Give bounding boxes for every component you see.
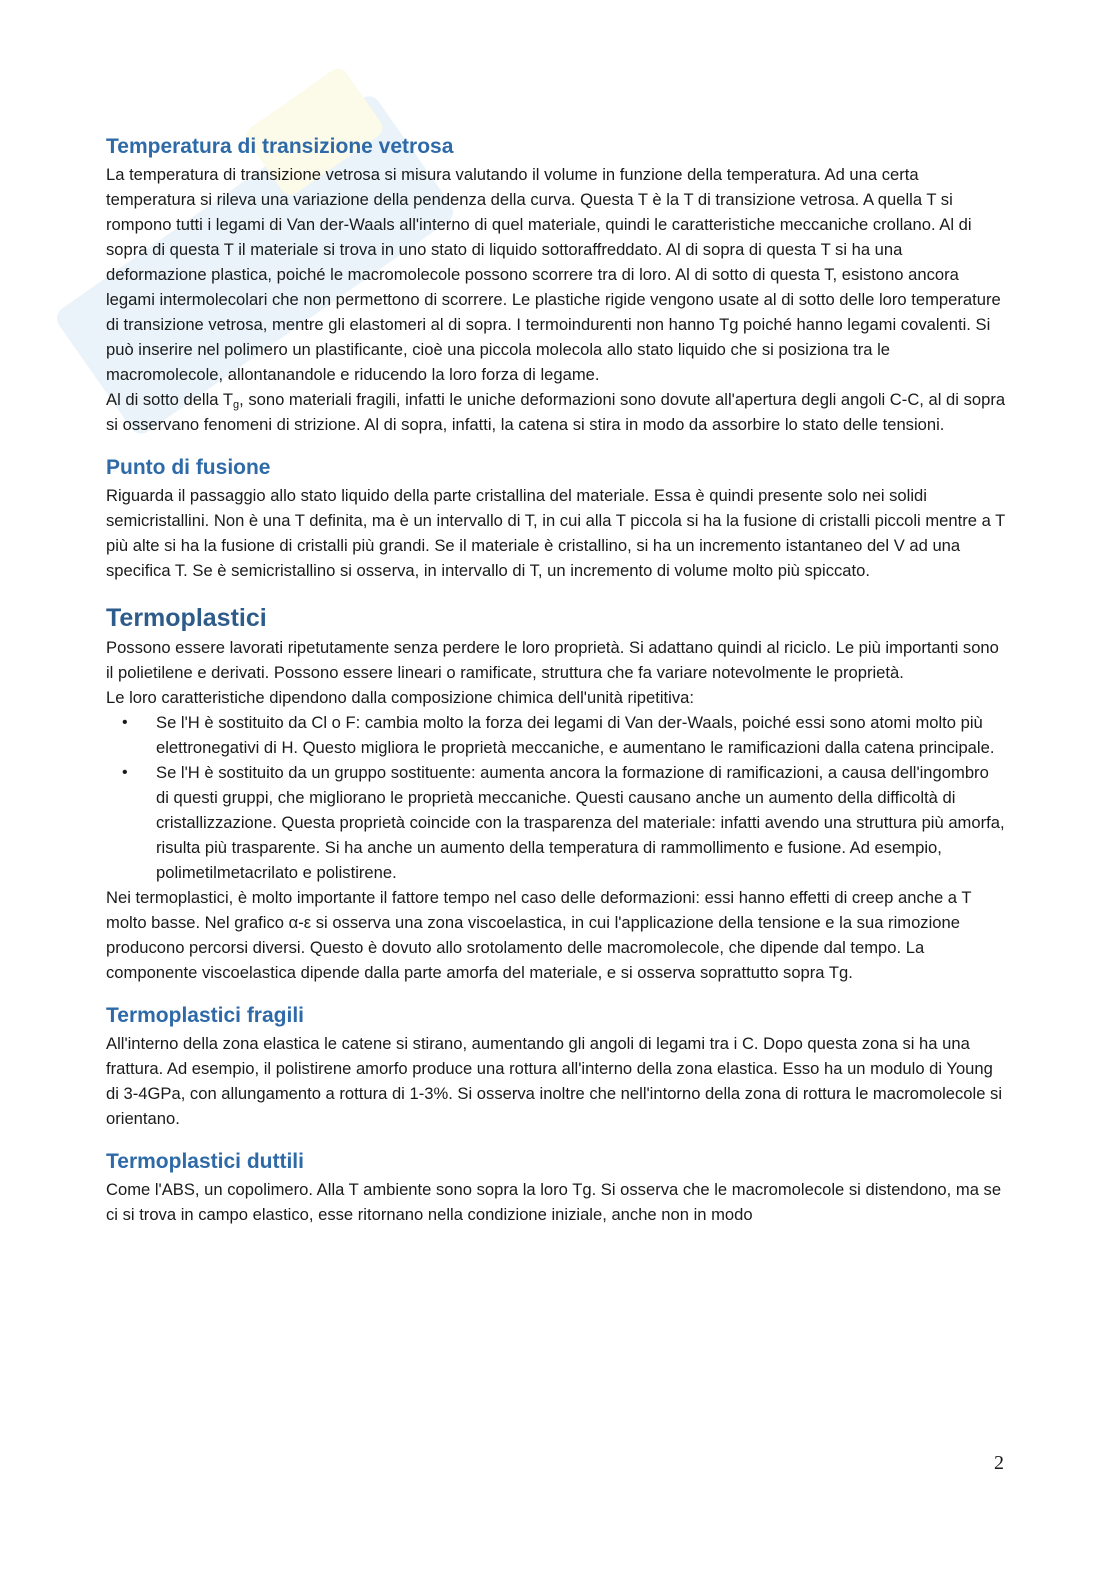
paragraph-thermoplastics-2: Le loro caratteristiche dipendono dalla composizione chimica dell'unità ripetitiva: — [106, 688, 694, 707]
paragraph-tg-1: La temperatura di transizione vetrosa si misura valutando il volume in funzione della temperatura. Ad una certa temperatura si rileva una variazione della pendenza della curva. Questa T è la T di transizione vetrosa. A quella T si rompono tutti i legami di Van der-Waals all'interno di quel materiale, quindi le caratteristiche meccaniche crollano. Al di sopra di questa T il materiale si trova in uno stato di liquido sottoraffreddato. Al di sopra di questa T si ha una deformazione plastica, poiché le macromolecole possono scorrere tra di loro. Al di sotto di questa T, esistono ancora legami intermolecolari che non permettono di scorrere. Le plastiche rigide vengono usate al di sotto delle loro temperature di transizione vetrosa, mentre gli elastomeri al di sopra. I termoindurenti non hanno Tg poiché hanno legami covalenti. Si può inserire nel polimero un plastificante, cioè una piccola molecola allo stato liquido che si posiziona tra le macromolecole, allontanandole e riducendo la loro forza di legame. — [106, 165, 1001, 384]
paragraph-ductile: Come l'ABS, un copolimero. Alla T ambiente sono sopra la loro Tg. Si osserva che le macromolecole si distendono, ma se ci si trova in campo elastico, esse ritornano nella condizione iniziale, anche non in modo — [106, 1180, 1002, 1224]
heading-thermoplastics: Termoplastici — [106, 604, 267, 632]
document-body — [106, 132, 1006, 1227]
paragraph-fusion: Riguarda il passaggio allo stato liquido della parte cristallina del materiale. Essa è quindi presente solo nei solidi semicristallini. Non è una T definita, ma è un intervallo di T, in cui alla T piccola si ha la fusione di cristalli piccoli mentre a T più alte si ha la fusione di cristalli più grandi. Se il materiale è cristallino, si ha un incremento istantaneo del V ad una specifica T. Se è semicristallino si osserva, in intervallo di T, un incremento di volume molto più spiccato. — [106, 486, 1005, 580]
list-item: • Se l'H è sostituito da Cl o F: cambia molto la forza dei legami di Van der-Waals, poiché essi sono atomi molto più elettronegativi di H. Questo migliora le proprietà meccaniche, e aumentano le ramificazioni dalla catena principale. — [106, 710, 1006, 760]
paragraph-thermoplastics-3: Nei termoplastici, è molto importante il fattore tempo nel caso delle deformazioni: essi hanno effetti di creep anche a T molto basse. Nel grafico α-ε si osserva una zona viscoelastica, in cui l'applicazione della tensione e la sua rimozione producono percorsi diversi. Questo è dovuto allo srotolamento delle macromolecole, che dipende dal tempo. La componente viscoelastica dipende dalla parte amorfa del materiale, e si osserva soprattutto sopra Tg. — [106, 888, 972, 982]
paragraph-brittle: All'interno della zona elastica le catene si stirano, aumentando gli angoli di legami tra i C. Dopo questa zona si ha una frattura. Ad esempio, il polistirene amorfo produce una rottura all'interno della zona elastica. Esso ha un modulo di Young di 3-4GPa, con allungamento a rottura di 1-3%. Si osserva inoltre che nell'intorno della zona di rottura le macromolecole si orientano. — [106, 1034, 1003, 1128]
paragraph-thermoplastics-1: Possono essere lavorati ripetutamente senza perdere le loro proprietà. Si adattano quindi al riciclo. Le più importanti sono il polietilene e derivati. Possono essere lineari o ramificate, struttura che fa variare notevolmente le proprietà. — [106, 638, 999, 682]
list-item: • Se l'H è sostituito da un gruppo sostituente: aumenta ancora la formazione di ramificazioni, a causa dell'ingombro di questi gruppi, che migliorano le proprietà meccaniche. Questi causano anche un aumento della difficoltà di cristallizzazione. Questa proprietà coincide con la trasparenza del materiale: infatti avendo una struttura più amorfa, risulta più trasparente. Si ha anche un aumento della temperatura di rammollimento e fusione. Ad esempio, polimetilmetacrilato e polistirene. — [106, 760, 1006, 885]
heading-brittle-thermoplastics: Termoplastici fragili — [106, 1004, 304, 1027]
heading-ductile-thermoplastics: Termoplastici duttili — [106, 1150, 304, 1173]
page-number: 2 — [994, 1452, 1004, 1474]
bullet-list — [106, 710, 1006, 885]
paragraph-tg-2: Al di sotto della $T_g$, sono materiali fragili, infatti le uniche deformazioni sono dovute all'apertura degli angoli C-C, al di sopra si osservano fenomeni di strizione. Al di sopra, infatti, la catena si stira in modo da assorbire lo stato delle tensioni. — [106, 390, 1006, 434]
heading-glass-transition: Temperatura di transizione vetrosa — [106, 135, 454, 158]
heading-melting-point: Punto di fusione — [106, 456, 271, 479]
